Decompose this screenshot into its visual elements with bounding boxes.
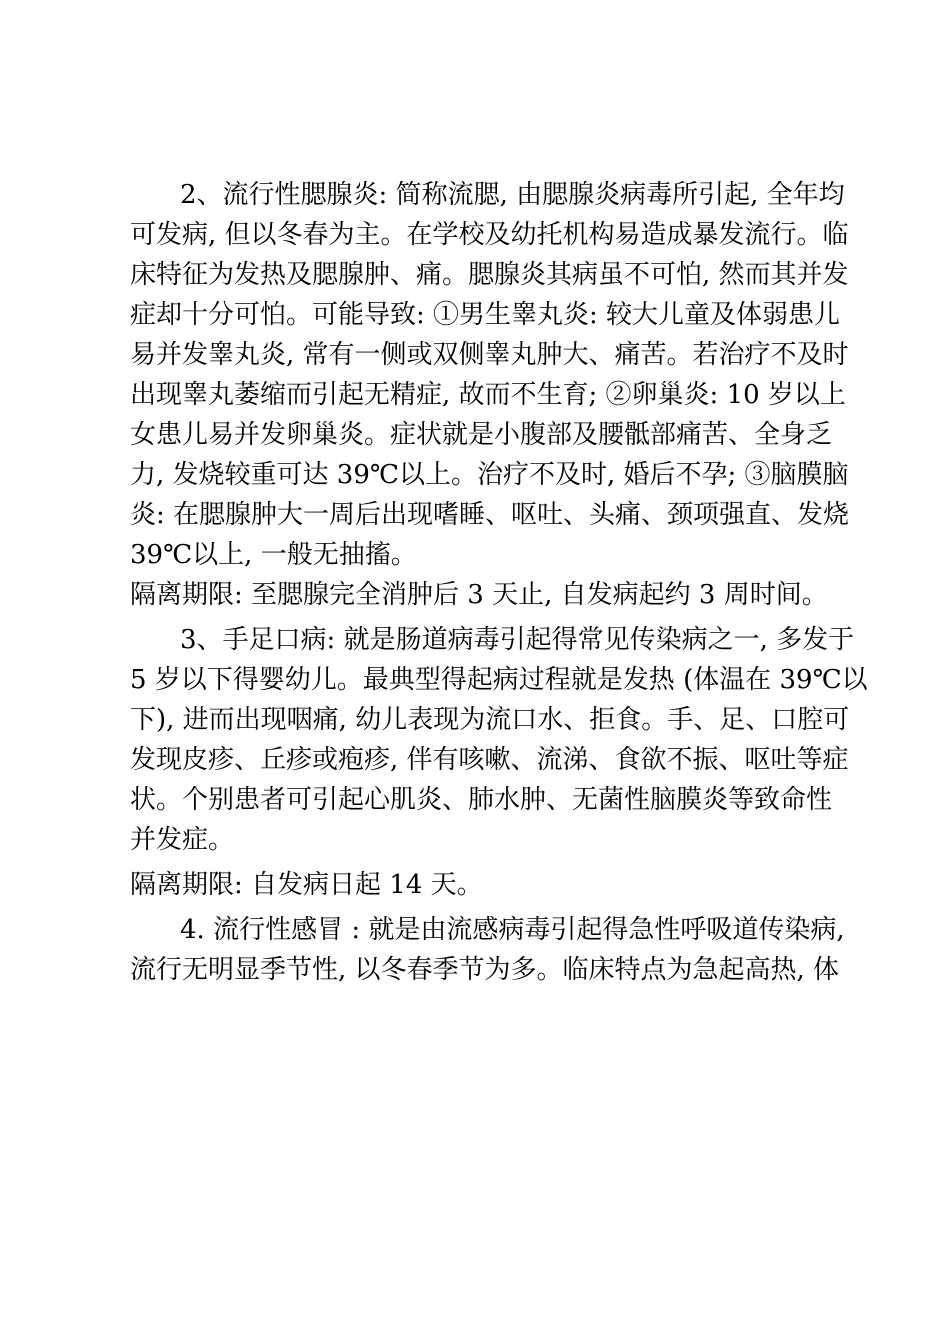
text-line: 3、手足口病: 就是肠道病毒引起得常见传染病之一, 多发于	[180, 625, 855, 655]
text-line: 女患儿易并发卵巢炎。症状就是小腹部及腰骶部痛苦、全身乏	[130, 420, 833, 450]
text-line: 发现皮疹、丘疹或疱疹, 伴有咳嗽、流涕、食欲不振、呕吐等症	[130, 745, 849, 775]
text-line: 床特征为发热及腮腺肿、痛。腮腺炎其病虽不可怕, 然而其并发	[130, 260, 849, 290]
text-line: 症却十分可怕。可能导致: ①男生睾丸炎: 较大儿童及体弱患儿	[130, 300, 841, 330]
isolation-period-mumps: 隔离期限: 至腮腺完全消肿后 3 天止, 自发病起约 3 周时间。	[130, 580, 828, 610]
text-line: 状。个别患者可引起心肌炎、肺水肿、无菌性脑膜炎等致命性	[130, 785, 833, 815]
text-line: 并发症。	[130, 825, 235, 855]
text-line: 可发病, 但以冬春为主。在学校及幼托机构易造成暴发流行。临	[130, 220, 849, 250]
text-line: 39℃以上, 一般无抽搐。	[130, 540, 417, 570]
text-line: 易并发睾丸炎, 常有一侧或双侧睾丸肿大、痛苦。若治疗不及时	[130, 340, 849, 370]
text-line: 出现睾丸萎缩而引起无精症, 故而不生育; ②卵巢炎: 10 岁以上	[130, 380, 846, 410]
isolation-period-hfmd: 隔离期限: 自发病日起 14 天。	[130, 870, 483, 900]
text-line: 下), 进而出现咽痛, 幼儿表现为流口水、拒食。手、足、口腔可	[130, 705, 850, 735]
text-line: 5 岁以下得婴幼儿。最典型得起病过程就是发热 (体温在 39℃以	[130, 665, 868, 695]
text-line: 炎: 在腮腺肿大一周后出现嗜睡、呕吐、头痛、颈项强直、发烧	[130, 500, 850, 530]
text-line: 力, 发烧较重可达 39℃以上。治疗不及时, 婚后不孕; ③脑膜脑	[130, 460, 849, 490]
text-line: 流行无明显季节性, 以冬春季节为多。临床特点为急起高热, 体	[130, 955, 840, 985]
text-line: 4. 流行性感冒 : 就是由流感病毒引起得急性呼吸道传染病,	[180, 915, 845, 945]
text-line: 2、流行性腮腺炎: 简称流腮, 由腮腺炎病毒所引起, 全年均	[180, 180, 845, 210]
